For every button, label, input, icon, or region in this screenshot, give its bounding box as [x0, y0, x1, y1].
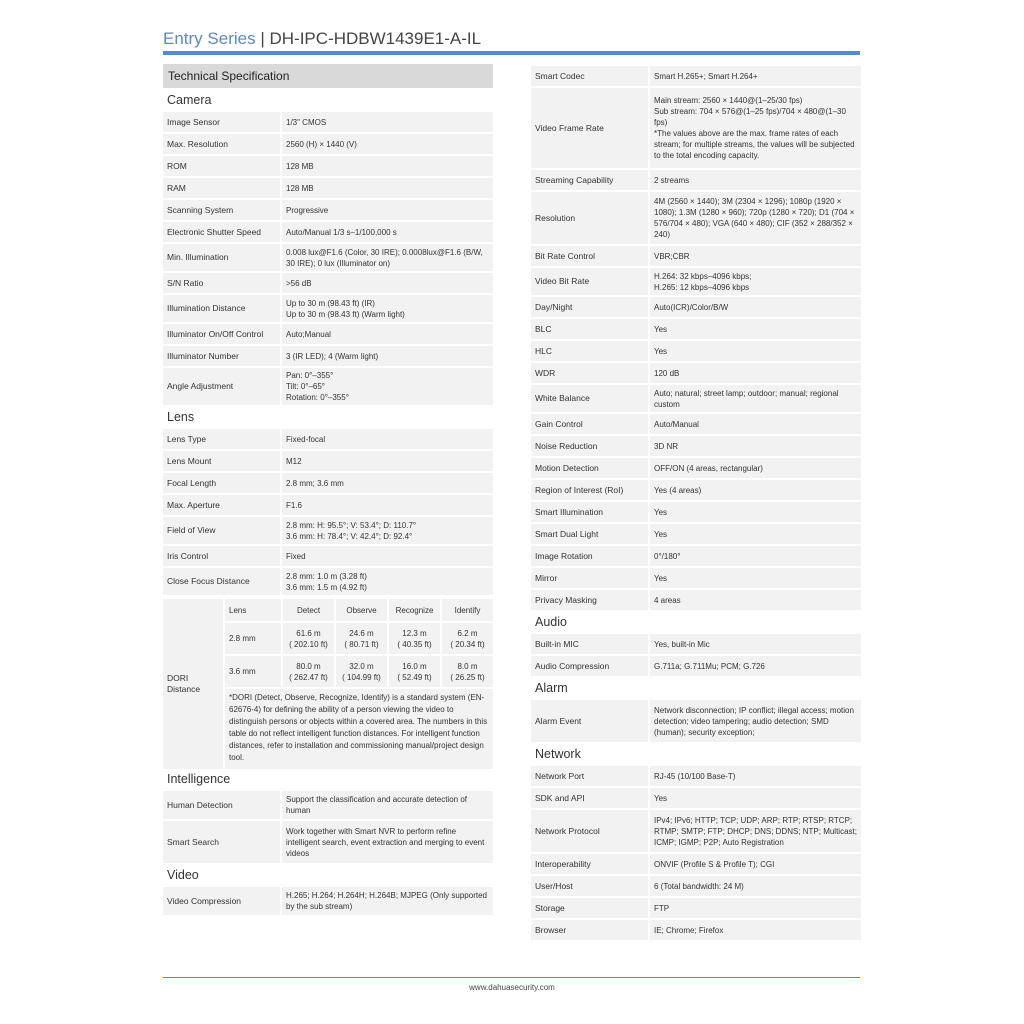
spec-row-smart-codec	[531, 66, 861, 86]
spec-key: Illuminator On/Off Control	[163, 324, 280, 344]
section-title-camera: Camera	[167, 93, 212, 107]
spec-key: Max. Aperture	[163, 495, 280, 515]
spec-key: Network Protocol	[531, 810, 648, 852]
spec-value: Network disconnection; IP conflict; illegal access; motion detection; video tampering; audio detection; SMD (human); security exception;	[648, 700, 861, 742]
spec-key: Video Bit Rate	[531, 268, 648, 295]
spec-value: 128 MB	[280, 178, 493, 198]
dori-cell: 12.3 m ( 40.35 ft)	[389, 623, 440, 654]
model-number: DH-IPC-HDBW1439E1-A-IL	[269, 29, 482, 48]
spec-row-angle-adjustment	[163, 368, 493, 405]
spec-key: Gain Control	[531, 414, 648, 434]
dori-header: Detect	[283, 599, 334, 621]
spec-value: Fixed-focal	[280, 429, 493, 449]
dori-label: DORI Distance	[163, 599, 223, 769]
spec-value: 0°/180°	[648, 546, 861, 566]
spec-row-blc	[531, 319, 861, 339]
section-title-intelligence: Intelligence	[167, 772, 231, 786]
spec-row-resolution	[531, 192, 861, 244]
left-column	[163, 64, 493, 917]
spec-key: Image Sensor	[163, 112, 280, 132]
dori-cell: 61.6 m ( 202.10 ft)	[283, 623, 334, 654]
spec-value: VBR;CBR	[648, 246, 861, 266]
spec-key: Mirror	[531, 568, 648, 588]
dori-header: Identify	[442, 599, 493, 621]
spec-row-hlc	[531, 341, 861, 361]
spec-value: 2.8 mm; 3.6 mm	[280, 473, 493, 493]
spec-value: Main stream: 2560 × 1440@(1–25/30 fps) Sub stream: 704 × 576@(1–25 fps)/704 × 480@(1–30 fps) *The values above are the max. frame rates of each stream; for multiple streams, the values will be subjected to the total encoding capacity.	[648, 88, 861, 168]
spec-key: Electronic Shutter Speed	[163, 222, 280, 242]
spec-value: Yes (4 areas)	[648, 480, 861, 500]
spec-key: BLC	[531, 319, 648, 339]
spec-key: Noise Reduction	[531, 436, 648, 456]
spec-row-alarm-event	[531, 700, 861, 742]
spec-row-max-resolution	[163, 134, 493, 154]
spec-key: Resolution	[531, 192, 648, 244]
spec-value: 6 (Total bandwidth: 24 M)	[648, 876, 861, 896]
spec-key: Bit Rate Control	[531, 246, 648, 266]
spec-value: Yes	[648, 568, 861, 588]
spec-row-image-rotation	[531, 546, 861, 566]
spec-row-gain-control	[531, 414, 861, 434]
spec-value: ONVIF (Profile S & Profile T); CGI	[648, 854, 861, 874]
dori-body	[225, 599, 493, 769]
dori-section	[163, 599, 493, 769]
video-table	[531, 64, 861, 612]
spec-row-audio-compression	[531, 656, 861, 676]
spec-value: 0.008 lux@F1.6 (Color, 30 IRE); 0.0008lux@F1.6 (B/W, 30 IRE); 0 lux (Illuminator on)	[280, 244, 493, 271]
spec-row-day-night	[531, 297, 861, 317]
alarm-table	[531, 698, 861, 744]
spec-value: 128 MB	[280, 156, 493, 176]
spec-key: WDR	[531, 363, 648, 383]
spec-key: Video Compression	[163, 887, 280, 915]
footer-url: www.dahuasecurity.com	[469, 983, 555, 992]
spec-row-s-n-ratio	[163, 273, 493, 293]
spec-row-noise-reduction	[531, 436, 861, 456]
spec-row-smart-illumination	[531, 502, 861, 522]
spec-value: Pan: 0°–355° Tilt: 0°–65° Rotation: 0°–355°	[280, 368, 493, 405]
spec-key: Video Frame Rate	[531, 88, 648, 168]
header-rule	[163, 51, 860, 55]
spec-row-image-sensor	[163, 112, 493, 132]
spec-value: IPv4; IPv6; HTTP; TCP; UDP; ARP; RTP; RTSP; RTCP; RTMP; SMTP; FTP; DHCP; DNS; DDNS; NTP; Multicast; ICMP; IGMP; P2P; Auto Registration	[648, 810, 861, 852]
spec-row-region-of-interest-roi	[531, 480, 861, 500]
spec-value: H.265; H.264; H.264H; H.264B; MJPEG (Only supported by the sub stream)	[280, 887, 493, 915]
spec-row-sdk-and-api	[531, 788, 861, 808]
spec-value: 2.8 mm: 1.0 m (3.28 ft) 3.6 mm: 1.5 m (4.92 ft)	[280, 568, 493, 595]
dori-header: Lens	[225, 599, 281, 621]
dori-cell: 80.0 m ( 262.47 ft)	[283, 656, 334, 687]
spec-key: Built-in MIC	[531, 634, 648, 654]
section-title-video: Video	[167, 868, 199, 882]
spec-key: Smart Dual Light	[531, 524, 648, 544]
spec-row-scanning-system	[163, 200, 493, 220]
series-name: Entry Series	[163, 29, 256, 48]
spec-value: 1/3" CMOS	[280, 112, 493, 132]
lens-table	[163, 427, 493, 597]
section-title-network: Network	[535, 747, 581, 761]
spec-key: RAM	[163, 178, 280, 198]
spec-key: Human Detection	[163, 791, 280, 819]
spec-key: White Balance	[531, 385, 648, 412]
header-title	[163, 28, 860, 50]
section-title-alarm: Alarm	[535, 681, 568, 695]
dori-grid	[225, 599, 493, 687]
spec-key: ROM	[163, 156, 280, 176]
spec-value: 3D NR	[648, 436, 861, 456]
spec-value: Auto(ICR)/Color/B/W	[648, 297, 861, 317]
spec-row-close-focus-distance	[163, 568, 493, 595]
spec-row-iris-control	[163, 546, 493, 566]
spec-row-video-compression	[163, 887, 493, 915]
spec-key: S/N Ratio	[163, 273, 280, 293]
spec-value: Yes	[648, 524, 861, 544]
spec-key: Focal Length	[163, 473, 280, 493]
spec-key: Privacy Masking	[531, 590, 648, 610]
section-title-lens: Lens	[167, 410, 195, 424]
spec-row-network-port	[531, 766, 861, 786]
spec-value: F1.6	[280, 495, 493, 515]
spec-key: Field of View	[163, 517, 280, 544]
spec-value: 2 streams	[648, 170, 861, 190]
spec-key: Angle Adjustment	[163, 368, 280, 405]
spec-row-mirror	[531, 568, 861, 588]
spec-row-rom	[163, 156, 493, 176]
spec-key: Interoperability	[531, 854, 648, 874]
spec-row-human-detection	[163, 791, 493, 819]
intelligence-table	[163, 789, 493, 865]
spec-value: Up to 30 m (98.43 ft) (IR) Up to 30 m (98.43 ft) (Warm light)	[280, 295, 493, 322]
spec-value: 4 areas	[648, 590, 861, 610]
footer-rule	[163, 977, 860, 978]
spec-row-electronic-shutter-speed	[163, 222, 493, 242]
page-header	[163, 28, 860, 54]
spec-row-privacy-masking	[531, 590, 861, 610]
spec-key: Iris Control	[163, 546, 280, 566]
dori-cell: 6.2 m ( 20.34 ft)	[442, 623, 493, 654]
spec-value: 120 dB	[648, 363, 861, 383]
header-separator: |	[260, 29, 265, 48]
spec-value: 2.8 mm: H: 95.5°; V: 53.4°; D: 110.7° 3.6 mm: H: 78.4°; V: 42.4°; D: 92.4°	[280, 517, 493, 544]
spec-row-browser	[531, 920, 861, 940]
spec-key: User/Host	[531, 876, 648, 896]
spec-key: Image Rotation	[531, 546, 648, 566]
spec-row-min-illumination	[163, 244, 493, 271]
spec-row-motion-detection	[531, 458, 861, 478]
spec-key: Illuminator Number	[163, 346, 280, 366]
spec-value: IE; Chrome; Firefox	[648, 920, 861, 940]
spec-value: Yes	[648, 341, 861, 361]
spec-key: Alarm Event	[531, 700, 648, 742]
dori-cell: 24.6 m ( 80.71 ft)	[336, 623, 387, 654]
dori-cell: 8.0 m ( 26.25 ft)	[442, 656, 493, 687]
spec-row-lens-mount	[163, 451, 493, 471]
spec-value: Fixed	[280, 546, 493, 566]
spec-row-smart-dual-light	[531, 524, 861, 544]
spec-row-lens-type	[163, 429, 493, 449]
spec-value: 3 (IR LED); 4 (Warm light)	[280, 346, 493, 366]
spec-key: Browser	[531, 920, 648, 940]
spec-key: HLC	[531, 341, 648, 361]
spec-value: FTP	[648, 898, 861, 918]
section-title-audio: Audio	[535, 615, 567, 629]
spec-key: Lens Type	[163, 429, 280, 449]
dori-cell: 32.0 m ( 104.99 ft)	[336, 656, 387, 687]
spec-row-user-host	[531, 876, 861, 896]
spec-key: Min. Illumination	[163, 244, 280, 271]
spec-key: Close Focus Distance	[163, 568, 280, 595]
spec-value: >56 dB	[280, 273, 493, 293]
spec-row-illuminator-number	[163, 346, 493, 366]
spec-row-focal-length	[163, 473, 493, 493]
spec-key: Audio Compression	[531, 656, 648, 676]
spec-row-built-in-mic	[531, 634, 861, 654]
right-column	[531, 64, 861, 942]
spec-row-illumination-distance	[163, 295, 493, 322]
network-table	[531, 764, 861, 942]
spec-key: Smart Codec	[531, 66, 648, 86]
spec-row-field-of-view	[163, 517, 493, 544]
spec-value: Auto;Manual	[280, 324, 493, 344]
spec-row-wdr	[531, 363, 861, 383]
spec-value: Auto/Manual 1/3 s–1/100,000 s	[280, 222, 493, 242]
video-compression-table	[163, 885, 493, 917]
spec-value: Yes, built-in Mic	[648, 634, 861, 654]
spec-key: Smart Illumination	[531, 502, 648, 522]
dori-note: *DORI (Detect, Observe, Recognize, Identify) is a standard system (EN-62676-4) for defining the ability of a person viewing the video to distinguish persons or objects within a covered area. The numbers in this table do not reflect intelligent function distances. For intelligent function distances, refer to installation and commissioning manual/project design tool.	[225, 689, 493, 769]
spec-banner: Technical Specification	[163, 64, 493, 88]
spec-value: 2560 (H) × 1440 (V)	[280, 134, 493, 154]
camera-table	[163, 110, 493, 407]
spec-value: RJ-45 (10/100 Base-T)	[648, 766, 861, 786]
spec-row-network-protocol	[531, 810, 861, 852]
spec-value: G.711a; G.711Mu; PCM; G.726	[648, 656, 861, 676]
spec-value: Progressive	[280, 200, 493, 220]
spec-row-storage	[531, 898, 861, 918]
spec-value: M12	[280, 451, 493, 471]
spec-value: OFF/ON (4 areas, rectangular)	[648, 458, 861, 478]
audio-table	[531, 632, 861, 678]
spec-row-streaming-capability	[531, 170, 861, 190]
dori-cell: 3.6 mm	[225, 656, 281, 687]
spec-key: Streaming Capability	[531, 170, 648, 190]
spec-value: Yes	[648, 319, 861, 339]
spec-key: Illumination Distance	[163, 295, 280, 322]
spec-value: 4M (2560 × 1440); 3M (2304 × 1296); 1080p (1920 × 1080); 1.3M (1280 × 960); 720p (1280 × 720); D1 (704 × 576/704 × 480); VGA (640 × 480); CIF (352 × 288/352 × 240)	[648, 192, 861, 244]
spec-key: Smart Search	[163, 821, 280, 863]
spec-key: Day/Night	[531, 297, 648, 317]
spec-row-max-aperture	[163, 495, 493, 515]
dori-header: Observe	[336, 599, 387, 621]
spec-row-video-frame-rate	[531, 88, 861, 168]
spec-value: H.264: 32 kbps–4096 kbps; H.265: 12 kbps–4096 kbps	[648, 268, 861, 295]
spec-row-illuminator-on-off-control	[163, 324, 493, 344]
dori-header: Recognize	[389, 599, 440, 621]
dori-cell: 2.8 mm	[225, 623, 281, 654]
spec-key: Max. Resolution	[163, 134, 280, 154]
spec-value: Smart H.265+; Smart H.264+	[648, 66, 861, 86]
spec-value: Support the classification and accurate detection of human	[280, 791, 493, 819]
spec-key: Motion Detection	[531, 458, 648, 478]
spec-value: Auto/Manual	[648, 414, 861, 434]
spec-row-video-bit-rate	[531, 268, 861, 295]
spec-value: Work together with Smart NVR to perform refine intelligent search, event extraction and merging to event videos	[280, 821, 493, 863]
spec-value: Yes	[648, 788, 861, 808]
spec-value: Auto; natural; street lamp; outdoor; manual; regional custom	[648, 385, 861, 412]
spec-key: Storage	[531, 898, 648, 918]
spec-key: Scanning System	[163, 200, 280, 220]
spec-row-interoperability	[531, 854, 861, 874]
dori-cell: 16.0 m ( 52.49 ft)	[389, 656, 440, 687]
spec-row-bit-rate-control	[531, 246, 861, 266]
spec-row-ram	[163, 178, 493, 198]
spec-key: Region of Interest (RoI)	[531, 480, 648, 500]
spec-row-smart-search	[163, 821, 493, 863]
spec-value: Yes	[648, 502, 861, 522]
spec-key: Lens Mount	[163, 451, 280, 471]
spec-key: Network Port	[531, 766, 648, 786]
spec-row-white-balance	[531, 385, 861, 412]
spec-key: SDK and API	[531, 788, 648, 808]
